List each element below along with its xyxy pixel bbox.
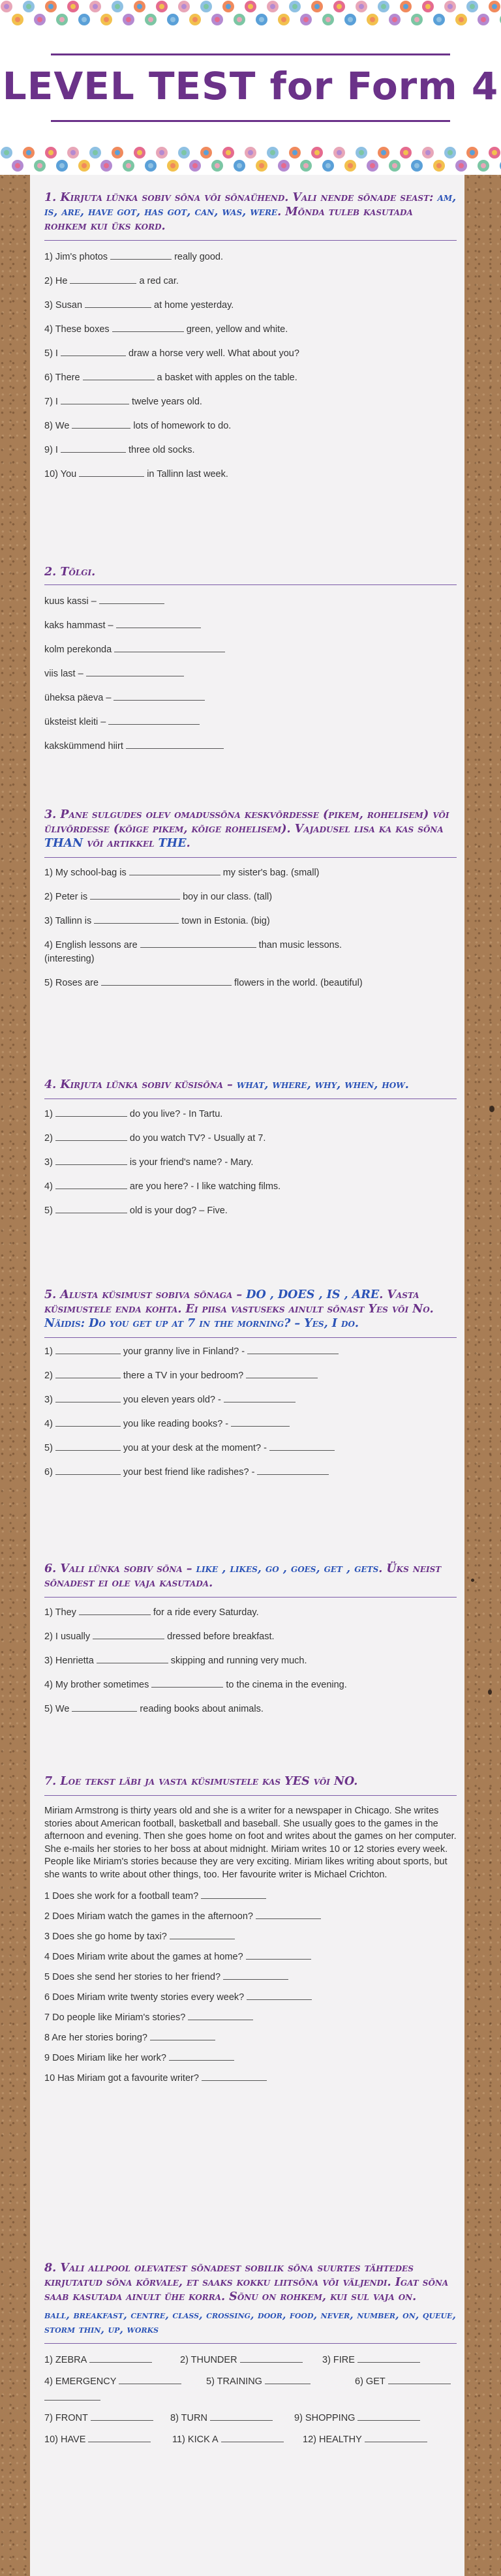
- answer-blank[interactable]: [269, 1442, 335, 1451]
- pattern-rosette-center: [148, 17, 153, 22]
- answer-blank[interactable]: [114, 692, 205, 701]
- answer-blank[interactable]: [231, 1418, 290, 1427]
- exercise-line: 10) You in Tallinn last week.: [44, 469, 228, 479]
- pattern-rosette-center: [348, 163, 353, 168]
- section-heading: 3. Pane sulgudes olev omadussõna keskvõrdesse (pikem, rohelisem) või ülivõrdesse (kõige pikem, kõige rohelisem). Vajadusel lisa ka kas sõna THAN või artikkel THE.: [44, 808, 449, 850]
- section-heading: 2. Tõlgi.: [44, 566, 96, 579]
- pattern-rosette-center: [148, 163, 153, 168]
- pattern-rosette-center: [381, 150, 386, 155]
- section-heading: 8. Vali allpool olevatest sõnadest sobilik sõna suurtes tähtedes kirjutatud sõna kõrvale, et saaks kokku liitsõna või väljendi. Igat sõna saab kasutada ainult ühe korra. Sõnu on rohkem, kui sul vaja on.: [44, 2262, 449, 2303]
- answer-blank[interactable]: [223, 1971, 288, 1980]
- pattern-rosette-center: [48, 150, 53, 155]
- answer-blank[interactable]: [150, 2032, 215, 2040]
- pattern-rosette-center: [204, 4, 209, 9]
- reading-text: Miriam Armstrong is thirty years old and she is a writer for a newspaper in Chicago. She writes stories about American football, basketball and baseball. She usually goes to the games in the afternoon and evening. Then she goes home on foot and writes about the games on her computer. She e-mails her stories to her boss at about midnight. Miriam writes 10 or 12 stories every week. People like Miriam's stories because they are very exciting. Miriam likes writing about sports, but she wants to write about other things, too. Her favourite writer is Michael Crichton.: [44, 1806, 457, 1880]
- answer-blank[interactable]: [55, 1466, 121, 1475]
- answer-blank[interactable]: [151, 1679, 223, 1688]
- pattern-rosette-center: [82, 163, 87, 168]
- pin-hole: [488, 1690, 492, 1695]
- pattern-rosette-center: [359, 150, 364, 155]
- section-heading: 7. Loe tekst läbi ja vasta küsimustele kas YES või NO.: [44, 1775, 358, 1788]
- answer-blank[interactable]: [221, 2434, 284, 2442]
- pattern-rosette-center: [414, 163, 419, 168]
- pattern-rosette-center: [259, 17, 264, 22]
- exercise-line: 3) is your friend's name? - Mary.: [44, 1157, 254, 1168]
- answer-blank[interactable]: [119, 2376, 181, 2384]
- section-4: [44, 1078, 457, 1217]
- answer-blank[interactable]: [72, 1703, 137, 1712]
- answer-blank[interactable]: [89, 2354, 152, 2363]
- pattern-rosette-center: [425, 4, 431, 9]
- pattern-rosette-center: [237, 163, 242, 168]
- answer-blank[interactable]: [91, 2412, 153, 2421]
- pattern-rosette-center: [70, 4, 76, 9]
- exercise-line: 3) you eleven years old? -: [44, 1394, 457, 1406]
- compound-row: 7) FRONT 8) TURN 9) SHOPPING: [44, 2412, 457, 2423]
- heading-text: 1. Kirjuta lünka sobiv sõna või sõnaühend. Vali nende sõnade seast:: [44, 191, 434, 204]
- exercise-line: 1) Jim's photos really good.: [44, 252, 224, 262]
- answer-blank[interactable]: [70, 275, 136, 284]
- exercise-line: 1) My school-bag is my sister's bag. (small): [44, 868, 320, 878]
- pattern-rosette-center: [137, 150, 142, 155]
- pattern-rosette-center: [481, 17, 486, 22]
- pattern-rosette-center: [115, 4, 120, 9]
- exercise-line: 2) I usually dressed before breakfast.: [44, 1631, 275, 1642]
- answer-blank[interactable]: [55, 1346, 121, 1354]
- answer-blank[interactable]: [210, 2412, 273, 2421]
- pattern-rosette-center: [359, 4, 364, 9]
- exercise-line: 1) do you live? - In Tartu.: [44, 1109, 223, 1119]
- answer-blank[interactable]: [79, 1607, 151, 1615]
- section-8: [44, 2261, 457, 2445]
- pattern-rosette-center: [226, 150, 231, 155]
- pattern-rosette-center: [392, 17, 397, 22]
- decorative-pattern-top: [0, 0, 501, 26]
- answer-blank[interactable]: [247, 1346, 339, 1354]
- exercise-line: 9) I three old socks.: [44, 445, 195, 455]
- question-line: 10 Has Miriam got a favourite writer?: [44, 2072, 457, 2085]
- pattern-rosette-center: [237, 17, 242, 22]
- answer-blank[interactable]: [246, 1370, 318, 1378]
- answer-blank[interactable]: [202, 2072, 267, 2081]
- pattern-rosette-center: [215, 163, 220, 168]
- answer-blank[interactable]: [55, 1418, 121, 1427]
- answer-blank[interactable]: [55, 1205, 127, 1213]
- exercise-line: üheksa päeva –: [44, 692, 457, 705]
- answer-blank[interactable]: [61, 348, 126, 356]
- answer-blank[interactable]: [114, 644, 225, 652]
- exercise-line: 4) are you here? - I like watching films.: [44, 1181, 281, 1192]
- pattern-rosette-center: [192, 163, 198, 168]
- page-title: LEVEL TEST for Form 4: [2, 64, 499, 108]
- pattern-rosette-center: [170, 163, 175, 168]
- answer-blank[interactable]: [79, 468, 144, 477]
- exercise-line: 3) Tallinn is town in Estonia. (big): [44, 916, 270, 926]
- answer-blank[interactable]: [55, 1181, 127, 1189]
- header-banner: [0, 0, 501, 175]
- exercise-line: 4) English lessons are than music lessons.: [44, 940, 342, 950]
- pattern-rosette-center: [181, 150, 187, 155]
- exercise-line: 2) Peter is boy in our class. (tall): [44, 892, 273, 902]
- pattern-rosette-center: [59, 17, 65, 22]
- pattern-rosette-center: [492, 4, 497, 9]
- pattern-rosette-center: [492, 150, 497, 155]
- question-line: 6 Does Miriam write twenty stories every week?: [44, 1992, 457, 2004]
- exercise-line: 1) They for a ride every Saturday.: [44, 1607, 259, 1618]
- pattern-rosette-center: [126, 17, 131, 22]
- compound-row: 10) HAVE 11) KICK A 12) HEALTHY: [44, 2434, 457, 2445]
- pattern-rosette-center: [425, 150, 431, 155]
- pattern-rosette-center: [4, 150, 9, 155]
- pattern-rosette-center: [392, 163, 397, 168]
- pattern-rosette-center: [314, 150, 320, 155]
- answer-blank[interactable]: [110, 251, 172, 260]
- question-line: 1 Does she work for a football team?: [44, 1890, 457, 1903]
- section-rule: [44, 240, 457, 241]
- pattern-rosette-center: [470, 150, 475, 155]
- exercise-line: kaks hammast –: [44, 620, 457, 632]
- pattern-rosette-center: [292, 4, 297, 9]
- exercise-line: 4) My brother sometimes to the cinema in the evening.: [44, 1680, 347, 1690]
- question-line: 7 Do people like Miriam's stories?: [44, 2012, 457, 2024]
- section-heading: 5. Alusta küsimust sobiva sõnaga – DO , DOES , IS , ARE. Vasta küsimustele enda kohta. Ei piisa vastuseks ainult sõnast Yes või No. Näidis: Do you get up at 7 in the morning? – Yes, I do.: [44, 1288, 434, 1330]
- pattern-rosette-center: [436, 17, 442, 22]
- section-5: [44, 1288, 457, 1479]
- answer-blank[interactable]: [126, 740, 224, 749]
- pattern-rosette-center: [204, 150, 209, 155]
- answer-blank[interactable]: [97, 1655, 168, 1663]
- answer-blank[interactable]: [94, 915, 179, 924]
- pattern-rosette-center: [470, 4, 475, 9]
- answer-blank[interactable]: [240, 2354, 303, 2363]
- section-rule: [44, 1597, 457, 1598]
- exercise-line: 2) there a TV in your bedroom?: [44, 1370, 457, 1382]
- exercise-line: 5) We reading books about animals.: [44, 1704, 264, 1714]
- answer-blank[interactable]: [201, 1890, 266, 1899]
- question-line: 8 Are her stories boring?: [44, 2032, 457, 2044]
- exercise-line: kolm perekonda: [44, 644, 457, 656]
- pattern-rosette-center: [281, 17, 286, 22]
- answer-blank[interactable]: [170, 1931, 235, 1939]
- exercise-line: 4) These boxes green, yellow and white.: [44, 324, 288, 335]
- pattern-rosette-center: [381, 4, 386, 9]
- answer-blank[interactable]: [61, 444, 126, 453]
- exercise-line: üksteist kleiti –: [44, 716, 457, 729]
- pattern-rosette-center: [37, 17, 42, 22]
- exercise-line: 5) Roses are flowers in the world. (beautiful): [44, 978, 363, 988]
- pattern-rosette-center: [414, 17, 419, 22]
- section-1: [44, 190, 457, 481]
- answer-blank[interactable]: [55, 1108, 127, 1117]
- pattern-rosette-center: [314, 4, 320, 9]
- section-rule: [44, 2343, 457, 2344]
- exercise-line: 5) old is your dog? – Five.: [44, 1205, 228, 1216]
- answer-blank[interactable]: [44, 2393, 100, 2401]
- answer-blank[interactable]: [129, 867, 220, 875]
- title-rule-bottom: [51, 120, 450, 122]
- exercise-line: 2) do you watch TV? - Usually at 7.: [44, 1133, 266, 1144]
- pattern-rosette-center: [370, 163, 375, 168]
- pattern-rosette-center: [337, 4, 342, 9]
- pattern-rosette-center: [436, 163, 442, 168]
- compound-row: 4) EMERGENCY 5) TRAINING 6) GET: [44, 2376, 457, 2387]
- question-line: 5 Does she send her stories to her friend?: [44, 1971, 457, 1984]
- title-rule-top: [51, 53, 450, 55]
- pattern-rosette-center: [15, 163, 20, 168]
- answer-blank[interactable]: [99, 596, 164, 604]
- answer-blank[interactable]: [257, 1466, 329, 1475]
- exercise-line: 4) you like reading books? -: [44, 1418, 457, 1431]
- pattern-rosette-center: [26, 4, 31, 9]
- exercise-line: kuus kassi –: [44, 596, 457, 608]
- section-rule: [44, 1795, 457, 1796]
- exercise-line: 3) Susan at home yesterday.: [44, 300, 234, 311]
- answer-blank[interactable]: [140, 939, 256, 948]
- pattern-rosette-center: [15, 17, 20, 22]
- pattern-rosette-center: [403, 4, 408, 9]
- answer-blank[interactable]: [85, 299, 151, 308]
- section-3: [44, 808, 457, 990]
- answer-blank[interactable]: [72, 420, 130, 429]
- exercise-line: viis last –: [44, 668, 457, 680]
- pattern-rosette-center: [215, 17, 220, 22]
- pattern-rosette-center: [104, 17, 109, 22]
- answer-blank[interactable]: [246, 1951, 311, 1960]
- section-rule: [44, 584, 457, 585]
- heading-highlight: am, is, are, have got, has got, can, was, were: [44, 191, 457, 219]
- answer-blank[interactable]: [256, 1911, 321, 1919]
- pattern-rosette-center: [303, 163, 309, 168]
- section-7: [44, 1774, 457, 2085]
- pattern-rosette-center: [137, 4, 142, 9]
- pattern-rosette-center: [481, 163, 486, 168]
- exercise-line: 7) I twelve years old.: [44, 397, 202, 407]
- answer-blank[interactable]: [188, 2012, 253, 2020]
- pattern-rosette-center: [448, 150, 453, 155]
- answer-blank[interactable]: [224, 1394, 296, 1402]
- pattern-rosette-center: [459, 17, 464, 22]
- section-heading: 6. Vali lünka sobiv sõna – like , likes, go , goes, get , gets. Üks neist sõnadest ei ole vaja kasutada.: [44, 1562, 442, 1590]
- answer-blank[interactable]: [55, 1442, 121, 1451]
- pattern-rosette-center: [348, 17, 353, 22]
- pattern-rosette-center: [448, 4, 453, 9]
- answer-blank[interactable]: [357, 2412, 420, 2421]
- pattern-rosette-center: [248, 150, 253, 155]
- section-heading: 4. Kirjuta lünka sobiv küsisõna – what, where, why, when, how.: [44, 1078, 409, 1091]
- question-line: 9 Does Miriam like her work?: [44, 2052, 457, 2065]
- pattern-rosette-center: [403, 150, 408, 155]
- pattern-rosette-center: [115, 150, 120, 155]
- question-line: 2 Does Miriam watch the games in the afternoon?: [44, 1911, 457, 1923]
- answer-blank[interactable]: [116, 620, 201, 628]
- answer-blank[interactable]: [55, 1157, 127, 1165]
- exercise-line: 6) your best friend like radishes? -: [44, 1466, 457, 1479]
- section-heading: [44, 190, 457, 234]
- pattern-rosette-center: [259, 163, 264, 168]
- exercise-line: 5) you at your desk at the moment? -: [44, 1442, 457, 1455]
- answer-blank[interactable]: [365, 2434, 427, 2442]
- pattern-rosette-center: [159, 150, 164, 155]
- answer-blank[interactable]: [112, 324, 184, 332]
- decorative-pattern-bottom: [0, 146, 501, 172]
- pattern-rosette-center: [70, 150, 76, 155]
- pattern-rosette-center: [82, 17, 87, 22]
- pin-hole: [489, 1106, 494, 1112]
- pattern-rosette-center: [281, 163, 286, 168]
- answer-blank[interactable]: [93, 1631, 164, 1639]
- pattern-rosette-center: [93, 4, 98, 9]
- pattern-rosette-center: [48, 4, 53, 9]
- answer-blank[interactable]: [108, 716, 200, 725]
- pattern-rosette-center: [459, 163, 464, 168]
- answer-blank[interactable]: [90, 891, 180, 900]
- pattern-rosette-center: [337, 150, 342, 155]
- pattern-rosette-center: [104, 163, 109, 168]
- pattern-rosette-center: [159, 4, 164, 9]
- pattern-rosette-center: [292, 150, 297, 155]
- pattern-rosette-center: [4, 4, 9, 9]
- pattern-rosette-center: [181, 4, 187, 9]
- section-rule: [44, 1337, 457, 1338]
- exercise-line: 2) He a red car.: [44, 276, 179, 286]
- pattern-rosette-center: [303, 17, 309, 22]
- answer-blank[interactable]: [101, 977, 232, 986]
- pattern-rosette-center: [93, 150, 98, 155]
- answer-blank[interactable]: [55, 1132, 127, 1141]
- exercise-line: 8) We lots of homework to do.: [44, 421, 232, 431]
- exercise-line: 5) I draw a horse very well. What about you?: [44, 348, 299, 359]
- word-bank: ball, breakfast, centre, class, crossing, door, food, never, number, on, queue, storm thin, up, works: [44, 2309, 456, 2335]
- section-6: [44, 1562, 457, 1716]
- answer-blank[interactable]: [55, 1394, 121, 1402]
- question-line: 4 Does Miriam write about the games at home?: [44, 1951, 457, 1963]
- pattern-rosette-center: [248, 4, 253, 9]
- answer-blank[interactable]: [169, 2052, 234, 2061]
- answer-blank[interactable]: [265, 2376, 311, 2384]
- compound-row: 1) ZEBRA 2) THUNDER 3) FIRE: [44, 2354, 457, 2365]
- exercise-line: (interesting): [44, 954, 95, 964]
- pattern-rosette-center: [170, 17, 175, 22]
- answer-blank[interactable]: [86, 668, 184, 676]
- pattern-rosette-center: [26, 150, 31, 155]
- pattern-rosette-center: [326, 163, 331, 168]
- answer-blank[interactable]: [83, 372, 155, 380]
- section-rule: [44, 857, 457, 858]
- answer-blank[interactable]: [357, 2354, 420, 2363]
- pattern-rosette-center: [270, 4, 275, 9]
- heading-tail: . Mõnda tuleb kasutada rohkem kui üks kord.: [44, 205, 413, 233]
- exercise-line: 6) There a basket with apples on the table.: [44, 372, 297, 383]
- pin-hole: [471, 1579, 474, 1582]
- answer-blank[interactable]: [55, 1370, 121, 1378]
- pattern-rosette-center: [37, 163, 42, 168]
- pattern-rosette-center: [126, 163, 131, 168]
- section-2: [44, 565, 457, 753]
- answer-blank[interactable]: [61, 396, 129, 404]
- pattern-rosette-center: [270, 150, 275, 155]
- question-line: 3 Does she go home by taxi?: [44, 1931, 457, 1943]
- answer-blank[interactable]: [247, 1992, 312, 2000]
- pattern-rosette-center: [59, 163, 65, 168]
- answer-blank[interactable]: [388, 2376, 451, 2384]
- pattern-rosette-center: [370, 17, 375, 22]
- pattern-rosette-center: [192, 17, 198, 22]
- exercise-line: kakskümmend hiirt: [44, 740, 457, 753]
- pattern-rosette-center: [226, 4, 231, 9]
- exercise-line: 1) your granny live in Finland? -: [44, 1346, 457, 1358]
- answer-blank[interactable]: [88, 2434, 151, 2442]
- exercise-line: 3) Henrietta skipping and running very much.: [44, 1656, 307, 1666]
- pattern-rosette-center: [326, 17, 331, 22]
